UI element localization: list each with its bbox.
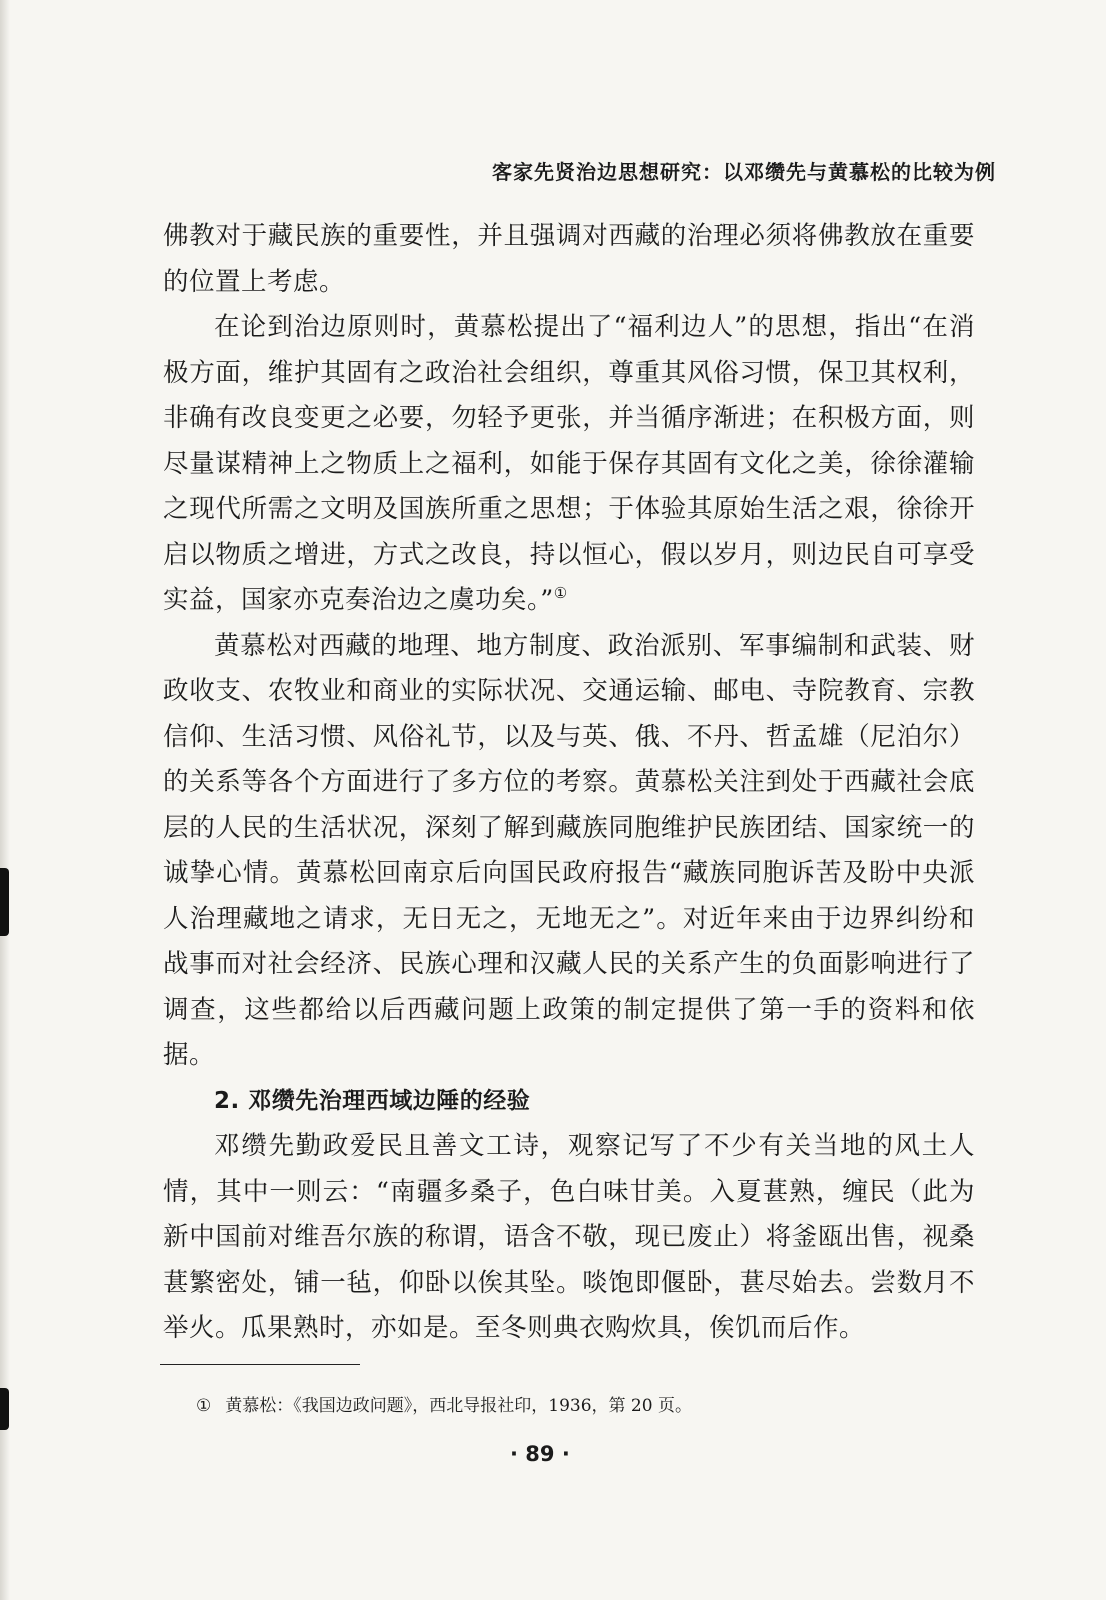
paragraph-2-text: 在论到治边原则时，黄慕松提出了“福利边人”的思想，指出“在消极方面，维护其固有之政治社会组织，尊重其风俗习惯，保卫其权利，非确有改良变更之必要，勿轻予更张，并当循序渐进；在积极方面，则尽量谋精神上之物质上之福利，如能于保存其固有文化之美，徐徐灌输之现代所需之文明及国族所重之思想；于体验其原始生活之艰，徐徐开启以物质之增进，方式之改良，持以恒心，假以岁月，则边民自可享受实益，国家亦克奏治边之虞功矣。” [163,312,975,615]
footnote [196,1391,692,1416]
section-heading: 2. 邓缵先治理西域边陲的经验 [214,1087,531,1114]
paragraph-4: 邓缵先勤政爱民且善文工诗，观察记写了不少有关当地的风土人情，其中一则云：“南疆多桑子，色白味甘美。入夏葚熟，缠民（此为新中国前对维吾尔族的称谓，语含不敬，现已废止）将釜瓯出售，视桑葚繁密处，铺一毡，仰卧以俟其坠。啖饱即偃卧，葚尽始去。尝数月不举火。瓜果熟时，亦如是。至冬则典衣购炊具，俟饥而后作。 [163,1131,975,1343]
paragraph-2 [163,305,975,624]
paragraph-1: 佛教对于藏民族的重要性，并且强调对西藏的治理必须将佛教放在重要的位置上考虑。 [163,221,975,297]
footnote-divider [160,1364,360,1365]
scan-edge-mark [0,1388,9,1430]
footnote-reference[interactable]: ① [553,584,568,602]
footnote-number: ① [196,1396,212,1416]
scan-edge-mark [0,868,9,936]
page-number: · 89 · [510,1442,570,1466]
running-head: 客家先贤治边思想研究：以邓缵先与黄慕松的比较为例 [492,160,996,184]
paragraph-3: 黄慕松对西藏的地理、地方制度、政治派别、军事编制和武装、财政收支、农牧业和商业的实际状况、交通运输、邮电、寺院教育、宗教信仰、生活习惯、风俗礼节，以及与英、俄、不丹、哲孟雄（尼泊尔）的关系等各个方面进行了多方位的考察。黄慕松关注到处于西藏社会底层的人民的生活状况，深刻了解到藏族同胞维护民族团结、国家统一的诚挚心情。黄慕松回南京后向国民政府报告“藏族同胞诉苦及盼中央派人治理藏地之请求，无日无之，无地无之”。对近年来由于边界纠纷和战事而对社会经济、民族心理和汉藏人民的关系产生的负面影响进行了调查，这些都给以后西藏问题上政策的制定提供了第一手的资料和依据。 [163,630,975,1070]
body-text [163,214,975,1352]
scan-edge [0,0,10,1600]
footnote-text: 黄慕松：《我国边政问题》，西北导报社印，1936，第 20 页。 [225,1396,692,1416]
